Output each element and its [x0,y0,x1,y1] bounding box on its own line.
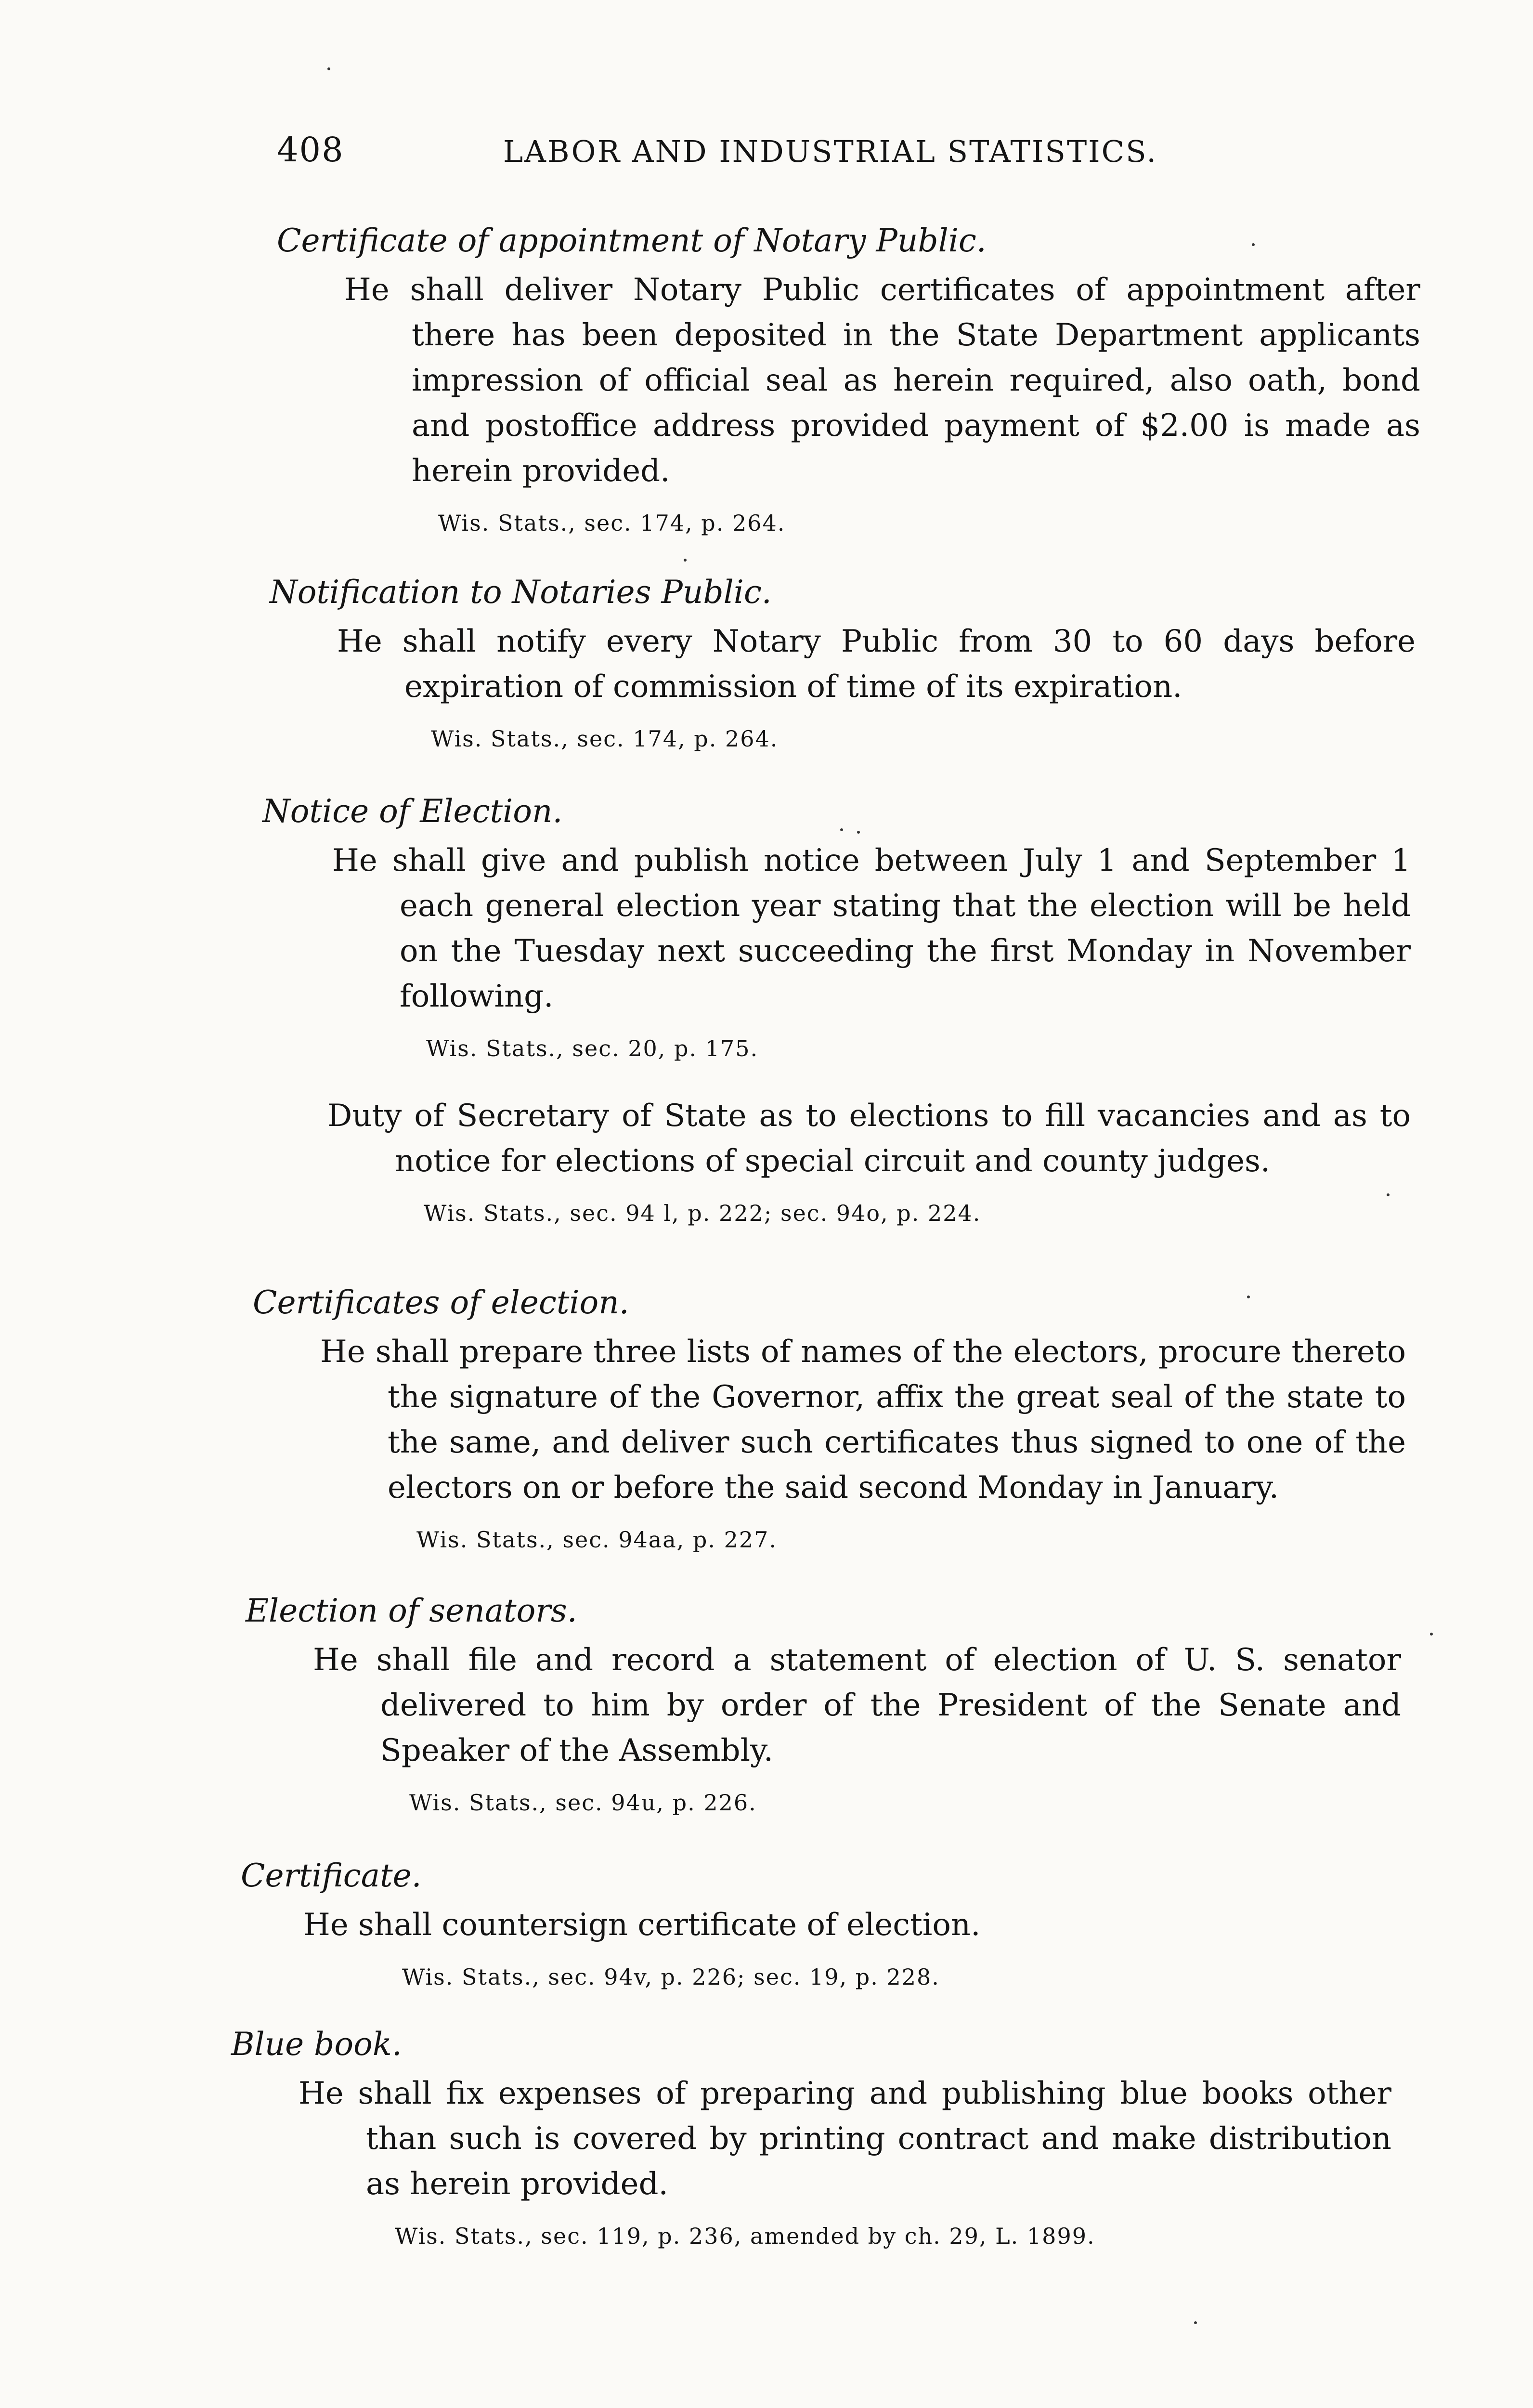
section-heading: Certificates of election. [253,1284,629,1321]
section-citation: Wis. Stats., sec. 94 l, p. 222; sec. 94o, p. 224. [424,1200,981,1226]
scan-speck [1252,243,1255,246]
scan-speck [1430,1633,1433,1636]
section-heading: Blue book. [231,2026,402,2063]
page-header [277,130,1240,188]
section-heading: Notice of Election. [262,793,563,830]
section-notification-notaries [270,571,1416,756]
section-heading: Notification to Notaries Public. [270,574,772,611]
section-citation: Wis. Stats., sec. 94u, p. 226. [409,1790,757,1816]
scan-speck [327,67,330,70]
scan-speck [857,831,860,834]
scan-speck [684,559,687,562]
scan-speck [840,828,843,831]
section-text: He shall fix expenses of preparing and publishing blue books other than such is covered by printing contract and make distribution as herein provided. [299,2076,1391,2202]
section-duty-secretary [262,1093,1411,1230]
section-citation: Wis. Stats., sec. 94v, p. 226; sec. 19, p. 228. [402,1964,940,1990]
section-text: Duty of Secretary of State as to elections to fill vacancies and as to notice for elections of special circuit and county judges. [327,1098,1411,1179]
scan-speck [1247,1296,1250,1298]
section-citation: Wis. Stats., sec. 94aa, p. 227. [416,1527,777,1553]
section-citation: Wis. Stats., sec. 20, p. 175. [426,1035,759,1061]
section-certificates-of-election [253,1281,1406,1557]
section-text: He shall deliver Notary Public certificates of appointment after there has been deposited in the State Department applicants impression of official seal as herein required, also oath, bond and postoffice address provided payment of $2.00 is made as herein provided. [344,272,1420,489]
section-election-of-senators [246,1589,1401,1819]
page-number: 408 [277,130,344,170]
scan-speck [1194,2321,1197,2324]
scan-speck [1387,1193,1390,1196]
section-text: He shall notify every Notary Public from 30 to 60 days before expiration of commission of time of its expiration. [337,624,1416,705]
section-certificate [241,1854,1396,1994]
section-heading: Election of senators. [246,1592,577,1629]
section-text: He shall file and record a statement of election of U. S. senator delivered to him by order of the President of the Senate and Speaker of the Assembly. [313,1642,1401,1768]
section-citation: Wis. Stats., sec. 174, p. 264. [438,510,786,536]
section-citation: Wis. Stats., sec. 174, p. 264. [431,726,779,752]
section-text: He shall give and publish notice between July 1 and September 1 each general election year stating that the election will be held on the Tuesday next succeeding the first Monday in November following. [332,843,1411,1014]
section-notice-of-election [262,790,1411,1065]
section-heading: Certificate of appointment of Notary Public. [277,222,987,259]
section-heading: Certificate. [241,1857,422,1894]
section-text: He shall prepare three lists of names of the electors, procure thereto the signature of the Governor, affix the great seal of the state to the same, and deliver such certificates thus signed to one of the electors on or before the said second Monday in January. [320,1334,1406,1505]
section-text: He shall countersign certificate of election. [303,1907,981,1943]
running-title: LABOR AND INDUSTRIAL STATISTICS. [503,134,1158,169]
section-citation: Wis. Stats., sec. 119, p. 236, amended by ch. 29, L. 1899. [395,2223,1095,2249]
section-blue-book [231,2023,1391,2253]
section-notary-certificate [277,219,1420,540]
